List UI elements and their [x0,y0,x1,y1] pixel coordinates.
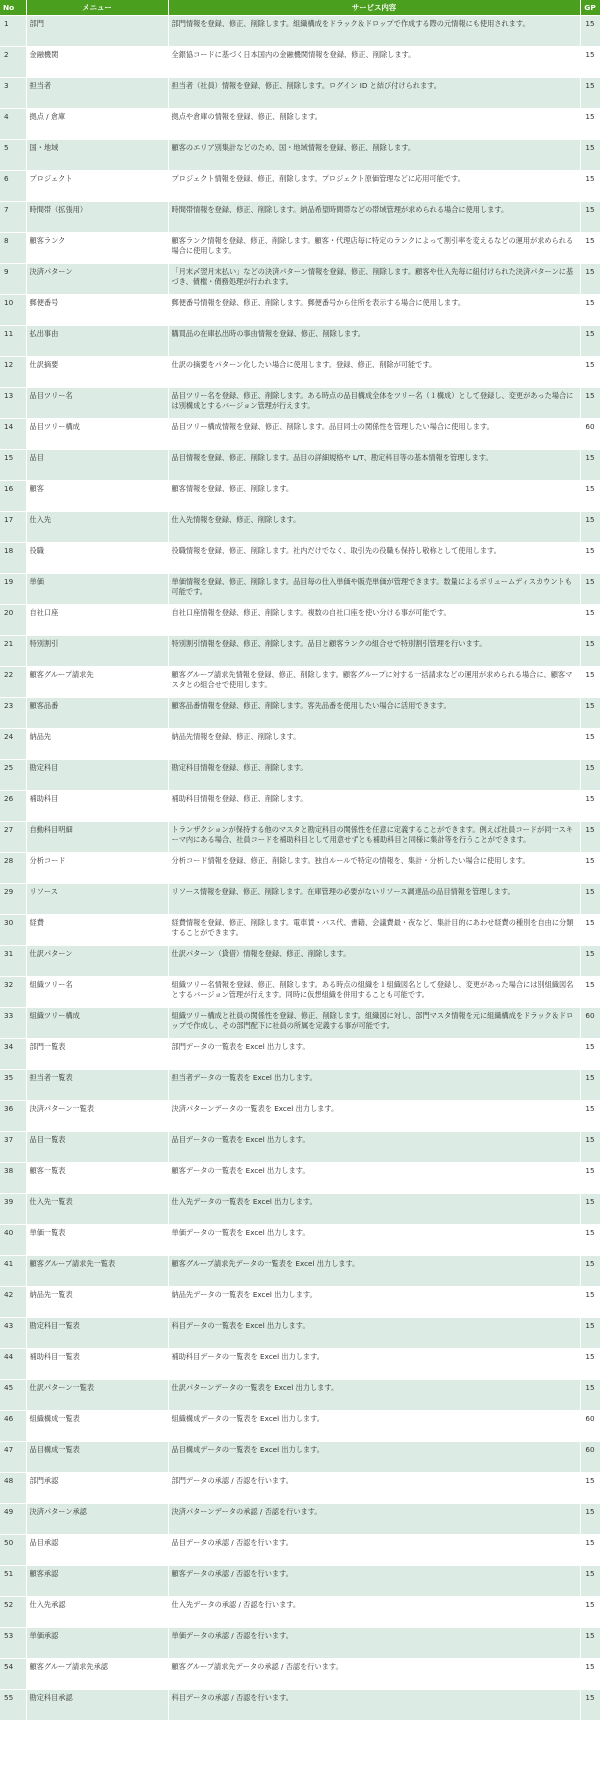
row-gp: 15 [580,822,600,853]
row-gp: 15 [580,1039,600,1070]
row-number: 4 [0,109,26,140]
row-menu: 組織ツリー名 [26,977,168,1008]
table-row [0,543,600,574]
row-menu: 品目構成一覧表 [26,1442,168,1473]
table-body [0,16,600,1721]
row-menu: 部門一覧表 [26,1039,168,1070]
row-menu: 決済パターン [26,264,168,295]
table-row [0,295,600,326]
row-menu: 顧客グループ請求先 [26,667,168,698]
table-row [0,698,600,729]
row-number: 8 [0,233,26,264]
row-service: 仕訳の摘要をパターン化したい場合に使用します。登録、修正、削除が可能です。 [168,357,580,388]
row-number: 27 [0,822,26,853]
row-gp: 15 [580,760,600,791]
row-service: 役職情報を登録、修正、削除します。社内だけでなく、取引先の役職も保持し敬称として使用します。 [168,543,580,574]
row-gp: 15 [580,109,600,140]
row-service: 仕訳パターンデータの一覧表を Excel 出力します。 [168,1380,580,1411]
row-number: 40 [0,1225,26,1256]
table-row [0,1566,600,1597]
row-gp: 15 [580,47,600,78]
row-number: 6 [0,171,26,202]
row-service: 品目データの承認 / 否認を行います。 [168,1535,580,1566]
table-row [0,357,600,388]
row-gp: 15 [580,295,600,326]
row-service: 顧客ランク情報を登録、修正、削除します。顧客・代理店毎に特定のランクによって割引率を変えるなどの運用が求められる場合に使用します。 [168,233,580,264]
row-gp: 60 [580,1008,600,1039]
row-gp: 15 [580,543,600,574]
row-menu: 仕入先承認 [26,1597,168,1628]
row-menu: 勘定科目 [26,760,168,791]
row-number: 30 [0,915,26,946]
row-menu: 国・地域 [26,140,168,171]
row-number: 22 [0,667,26,698]
row-service: 補助科目情報を登録、修正、削除します。 [168,791,580,822]
row-service: 納品先情報を登録、修正、削除します。 [168,729,580,760]
header-no: No [0,0,26,16]
table-row [0,1008,600,1039]
row-gp: 15 [580,698,600,729]
table-row [0,233,600,264]
table-row [0,791,600,822]
row-menu: 単価 [26,574,168,605]
row-menu: 自社口座 [26,605,168,636]
row-number: 18 [0,543,26,574]
row-gp: 15 [580,1287,600,1318]
row-menu: 仕訳パターン [26,946,168,977]
row-service: 納品先データの一覧表を Excel 出力します。 [168,1287,580,1318]
row-menu: 顧客承認 [26,1566,168,1597]
table-row [0,1287,600,1318]
row-gp: 15 [580,1597,600,1628]
row-number: 38 [0,1163,26,1194]
row-number: 54 [0,1659,26,1690]
row-menu: 勘定科目承認 [26,1690,168,1721]
table-row [0,419,600,450]
row-menu: 仕訳パターン一覧表 [26,1380,168,1411]
table-row [0,1535,600,1566]
row-number: 43 [0,1318,26,1349]
table-row [0,512,600,543]
row-service: 単価データの一覧表を Excel 出力します。 [168,1225,580,1256]
row-gp: 15 [580,1504,600,1535]
row-gp: 15 [580,915,600,946]
row-gp: 15 [580,1473,600,1504]
table-row [0,1318,600,1349]
row-gp: 15 [580,1566,600,1597]
row-number: 7 [0,202,26,233]
row-number: 28 [0,853,26,884]
row-menu: 納品先一覧表 [26,1287,168,1318]
row-menu: 決済パターン一覧表 [26,1101,168,1132]
row-number: 35 [0,1070,26,1101]
row-gp: 15 [580,1194,600,1225]
table-row [0,450,600,481]
row-gp: 15 [580,1101,600,1132]
table-header [0,0,600,16]
row-menu: 払出事由 [26,326,168,357]
row-service: 全銀協コードに基づく日本国内の金融機関情報を登録、修正、削除します。 [168,47,580,78]
row-number: 2 [0,47,26,78]
row-menu: 補助科目一覧表 [26,1349,168,1380]
table-row [0,388,600,419]
row-service: 品目ツリー構成情報を登録、修正、削除します。品目同士の関係性を管理したい場合に使用します。 [168,419,580,450]
row-service: 顧客グループ請求先データの承認 / 否認を行います。 [168,1659,580,1690]
row-gp: 15 [580,729,600,760]
row-service: 経費情報を登録、修正、削除します。電車賃・バス代、書籍、会議費最・夜など、集計目的にあわせ経費の種別を自由に分類することができます。 [168,915,580,946]
row-number: 50 [0,1535,26,1566]
row-gp: 15 [580,16,600,47]
row-service: 決済パターンデータの一覧表を Excel 出力します。 [168,1101,580,1132]
row-service: トランザクションが保持する他のマスタと勘定科目の関係性を任意に定義することができます。例えば社員コードが同一スキーマ内にある場合、社員コードを補助科目として用意せずとも補助科目と同様に集計等を行うことができます。 [168,822,580,853]
row-number: 16 [0,481,26,512]
row-service: 決済パターンデータの承認 / 否認を行います。 [168,1504,580,1535]
row-menu: 仕入先一覧表 [26,1194,168,1225]
table-row [0,1349,600,1380]
table-row [0,1380,600,1411]
row-service: 特別割引情報を登録、修正、削除します。品目と顧客ランクの組合せで特別割引管理を行います。 [168,636,580,667]
row-menu: 時間帯（拡張用） [26,202,168,233]
row-number: 34 [0,1039,26,1070]
table-row [0,1628,600,1659]
row-gp: 15 [580,140,600,171]
row-menu: 単価一覧表 [26,1225,168,1256]
row-gp: 15 [580,636,600,667]
row-service: 仕訳パターン（貸借）情報を登録、修正、削除します。 [168,946,580,977]
row-menu: 経費 [26,915,168,946]
row-number: 15 [0,450,26,481]
row-number: 42 [0,1287,26,1318]
row-gp: 15 [580,667,600,698]
row-number: 47 [0,1442,26,1473]
row-menu: 部門承認 [26,1473,168,1504]
row-number: 12 [0,357,26,388]
row-service: 部門情報を登録、修正、削除します。組織構成をドラック＆ドロップで作成する際の元情報にも使用されます。 [168,16,580,47]
row-gp: 60 [580,1442,600,1473]
table-row [0,667,600,698]
row-service: 自社口座情報を登録、修正、削除します。複数の自社口座を使い分ける事が可能です。 [168,605,580,636]
row-menu: 単価承認 [26,1628,168,1659]
row-menu: 品目ツリー名 [26,388,168,419]
row-gp: 60 [580,1411,600,1442]
table-row [0,1411,600,1442]
row-service: 組織ツリー名情報を登録、修正、削除します。ある時点の組織を１組織図名として登録し、変更があった場合には別組織図名とするバージョン管理が行えます。同時に仮想組織を併用することも可能です。 [168,977,580,1008]
row-service: 仕入先情報を登録、修正、削除します。 [168,512,580,543]
row-number: 23 [0,698,26,729]
row-service: 顧客品番情報を登録、修正、削除します。客先品番を使用したい場合に活用できます。 [168,698,580,729]
table-row [0,884,600,915]
row-number: 37 [0,1132,26,1163]
table-row [0,636,600,667]
row-menu: 顧客 [26,481,168,512]
row-service: 顧客グループ請求先データの一覧表を Excel 出力します。 [168,1256,580,1287]
row-menu: 担当者 [26,78,168,109]
row-number: 48 [0,1473,26,1504]
table-row [0,1163,600,1194]
row-gp: 15 [580,605,600,636]
row-service: 担当者データの一覧表を Excel 出力します。 [168,1070,580,1101]
row-gp: 15 [580,233,600,264]
table-row [0,1442,600,1473]
row-service: 郵便番号情報を登録、修正、削除します。郵便番号から住所を表示する場合に使用します。 [168,295,580,326]
row-gp: 60 [580,419,600,450]
row-service: 補助科目データの一覧表を Excel 出力します。 [168,1349,580,1380]
row-menu: 部門 [26,16,168,47]
table-row [0,264,600,295]
row-menu: 品目ツリー構成 [26,419,168,450]
table-row [0,915,600,946]
row-service: 単価情報を登録、修正、削除します。品目毎の仕入単価や販売単価が管理できます。数量によるボリュームディスカウントも可能です。 [168,574,580,605]
row-gp: 15 [580,264,600,295]
row-service: 科目データの承認 / 否認を行います。 [168,1690,580,1721]
table-row [0,1473,600,1504]
table-row [0,1039,600,1070]
row-menu: 仕入先 [26,512,168,543]
row-service: 組織ツリー構成と社員の関係性を登録、修正、削除します。組織図に対し、部門マスタ情報を元に組織構成をドラック＆ドロップで作成し、その部門配下に社員の所属を定義する事が可能です。 [168,1008,580,1039]
row-gp: 15 [580,388,600,419]
row-menu: 仕訳摘要 [26,357,168,388]
table-row [0,1597,600,1628]
row-number: 24 [0,729,26,760]
table-row [0,1194,600,1225]
row-number: 25 [0,760,26,791]
row-service: 品目構成データの一覧表を Excel 出力します。 [168,1442,580,1473]
row-menu: 顧客グループ請求先承認 [26,1659,168,1690]
row-gp: 15 [580,1349,600,1380]
row-menu: 自動科目明細 [26,822,168,853]
table-row [0,481,600,512]
row-gp: 15 [580,481,600,512]
row-gp: 15 [580,791,600,822]
row-menu: 分析コード [26,853,168,884]
row-gp: 15 [580,202,600,233]
row-gp: 15 [580,171,600,202]
row-service: 顧客のエリア別集計などのため、国・地域情報を登録、修正、削除します。 [168,140,580,171]
row-gp: 15 [580,450,600,481]
row-gp: 15 [580,1163,600,1194]
table-row [0,853,600,884]
row-number: 29 [0,884,26,915]
row-menu: 役職 [26,543,168,574]
row-number: 53 [0,1628,26,1659]
header-row [0,0,600,16]
row-gp: 15 [580,946,600,977]
row-gp: 15 [580,1690,600,1721]
row-number: 36 [0,1101,26,1132]
row-service: 仕入先データの一覧表を Excel 出力します。 [168,1194,580,1225]
row-number: 26 [0,791,26,822]
row-gp: 15 [580,1318,600,1349]
row-menu: 品目 [26,450,168,481]
row-number: 21 [0,636,26,667]
row-service: 品目ツリー名を登録、修正、削除します。ある時点の品目構成全体をツリー名（１構成）として登録し、変更があった場合には別構成とするバージョン管理が行えます。 [168,388,580,419]
table-row [0,574,600,605]
row-gp: 15 [580,1256,600,1287]
row-number: 13 [0,388,26,419]
row-number: 9 [0,264,26,295]
table-row [0,16,600,47]
row-service: 品目データの一覧表を Excel 出力します。 [168,1132,580,1163]
row-menu: リソース [26,884,168,915]
row-menu: 補助科目 [26,791,168,822]
row-number: 55 [0,1690,26,1721]
row-service: 時間帯情報を登録、修正、削除します。納品希望時間帯などの帯域管理が求められる場合に使用します。 [168,202,580,233]
row-menu: 顧客一覧表 [26,1163,168,1194]
row-menu: 決済パターン承認 [26,1504,168,1535]
row-number: 17 [0,512,26,543]
row-service: 拠点や倉庫の情報を登録、修正、削除します。 [168,109,580,140]
row-menu: 郵便番号 [26,295,168,326]
table-row [0,605,600,636]
row-service: 顧客情報を登録、修正、削除します。 [168,481,580,512]
row-number: 46 [0,1411,26,1442]
row-gp: 15 [580,1380,600,1411]
row-service: 仕入先データの承認 / 否認を行います。 [168,1597,580,1628]
row-number: 45 [0,1380,26,1411]
row-gp: 15 [580,1535,600,1566]
table-row [0,78,600,109]
row-gp: 15 [580,1628,600,1659]
row-service: 顧客データの一覧表を Excel 出力します。 [168,1163,580,1194]
row-menu: 顧客グループ請求先一覧表 [26,1256,168,1287]
table-row [0,822,600,853]
row-menu: 組織構成一覧表 [26,1411,168,1442]
table-row [0,1101,600,1132]
row-number: 39 [0,1194,26,1225]
table-row [0,171,600,202]
header-service: サービス内容 [168,0,580,16]
header-menu: メニュー [26,0,168,16]
row-number: 1 [0,16,26,47]
row-number: 33 [0,1008,26,1039]
row-gp: 15 [580,1225,600,1256]
row-number: 11 [0,326,26,357]
row-gp: 15 [580,512,600,543]
table-row [0,1256,600,1287]
row-number: 41 [0,1256,26,1287]
row-service: 組織構成データの一覧表を Excel 出力します。 [168,1411,580,1442]
row-service: 分析コード情報を登録、修正、削除します。独自ルールで特定の情報を、集計・分析したい場合に使用します。 [168,853,580,884]
row-number: 5 [0,140,26,171]
row-service: 品目情報を登録、修正、削除します。品目の詳細規格や L/T、勘定科目等の基本情報を管理します。 [168,450,580,481]
table-row [0,47,600,78]
row-number: 19 [0,574,26,605]
row-gp: 15 [580,884,600,915]
table-row [0,140,600,171]
row-gp: 15 [580,853,600,884]
row-menu: 拠点 / 倉庫 [26,109,168,140]
row-service: 「月末〆翌月末払い」などの決済パターン情報を登録、修正、削除します。顧客や仕入先毎に紐付けられた決済パターンに基づき、債権・債務処理が行われます。 [168,264,580,295]
row-service: 部門データの一覧表を Excel 出力します。 [168,1039,580,1070]
row-menu: 金融機関 [26,47,168,78]
table-row [0,1132,600,1163]
row-menu: 勘定科目一覧表 [26,1318,168,1349]
row-gp: 15 [580,1132,600,1163]
table-row [0,1504,600,1535]
row-number: 14 [0,419,26,450]
row-number: 31 [0,946,26,977]
row-gp: 15 [580,1659,600,1690]
row-number: 52 [0,1597,26,1628]
table-row [0,946,600,977]
table-row [0,760,600,791]
table-row [0,326,600,357]
row-service: 科目データの一覧表を Excel 出力します。 [168,1318,580,1349]
row-number: 20 [0,605,26,636]
row-gp: 15 [580,1070,600,1101]
row-menu: 納品先 [26,729,168,760]
row-menu: プロジェクト [26,171,168,202]
row-service: 担当者（社員）情報を登録、修正、削除します。ログイン ID と結び付けられます。 [168,78,580,109]
row-gp: 15 [580,78,600,109]
row-gp: 15 [580,977,600,1008]
table-row [0,202,600,233]
row-menu: 顧客品番 [26,698,168,729]
row-service: 購買品の在庫払出時の事由情報を登録、修正、削除します。 [168,326,580,357]
row-menu: 担当者一覧表 [26,1070,168,1101]
row-service: 部門データの承認 / 否認を行います。 [168,1473,580,1504]
row-gp: 15 [580,357,600,388]
row-menu: 顧客ランク [26,233,168,264]
header-gp: GP [580,0,600,16]
row-number: 44 [0,1349,26,1380]
row-service: 単価データの承認 / 否認を行います。 [168,1628,580,1659]
row-gp: 15 [580,326,600,357]
table-row [0,977,600,1008]
table-row [0,1225,600,1256]
row-service: 顧客グループ請求先情報を登録、修正、削除します。顧客グループに対する一括請求などの運用が求められる場合に、顧客マスタとの組合せで使用します。 [168,667,580,698]
row-number: 51 [0,1566,26,1597]
table-row [0,1070,600,1101]
row-number: 49 [0,1504,26,1535]
table-row [0,1690,600,1721]
row-service: プロジェクト情報を登録、修正、削除します。プロジェクト原価管理などに応用可能です。 [168,171,580,202]
row-menu: 品目一覧表 [26,1132,168,1163]
row-menu: 品目承認 [26,1535,168,1566]
row-number: 3 [0,78,26,109]
row-number: 10 [0,295,26,326]
row-service: 勘定科目情報を登録、修正、削除します。 [168,760,580,791]
row-menu: 特別割引 [26,636,168,667]
row-service: 顧客データの承認 / 否認を行います。 [168,1566,580,1597]
row-gp: 15 [580,574,600,605]
row-menu: 組織ツリー構成 [26,1008,168,1039]
row-service: リソース情報を登録、修正、削除します。在庫管理の必要がないリソース調達品の品目情報を管理します。 [168,884,580,915]
table-row [0,109,600,140]
table-row [0,729,600,760]
row-number: 32 [0,977,26,1008]
table-row [0,1659,600,1690]
